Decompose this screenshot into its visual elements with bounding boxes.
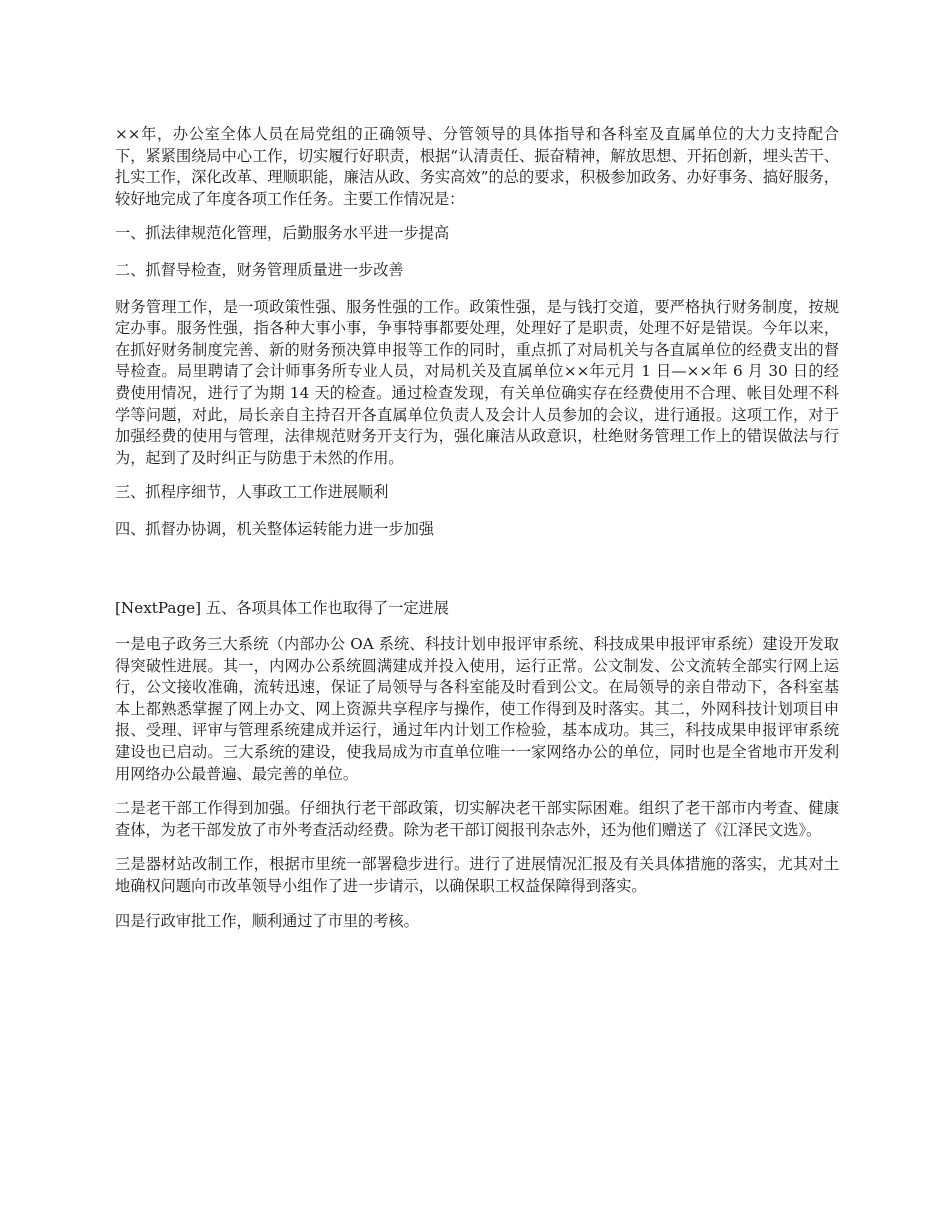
intro-paragraph: ××年，办公室全体人员在局党组的正确领导、分管领导的具体指导和各科室及直属单位的大力支持配合下，紧紧围绕局中心工作，切实履行好职责，根据“认清责任、振奋精神，解放思想、开拓创新，埋头苦干、扎实工作，深化改革、理顺职能，廉洁从政、务实高效”的总的要求，积极参加政务、办好事务、搞好服务，较好地完成了年度各项工作任务。主要工作情况是： — [115, 125, 839, 208]
finance-paragraph: 财务管理工作，是一项政策性强、服务性强的工作。政策性强，是与钱打交道，要严格执行财务制度，按规定办事。服务性强，指各种大事小事，争事特事都要处理，处理好了是职责，处理不好是错误。今年以来，在抓好财务制度完善、新的财务预决算申报等工作的同时，重点抓了对局机关与各直属单位的经费支出的督导检查。局里聘请了会计师事务所专业人员，对局机关及直属单位××年元月 1 日—××年 6 月 30 日的经费使用情况，进行了为期 14 天的检查。通过检查发现，有关单位确实存在经费使用不合理、帐目处理不科学等问题，对此，局长亲自主持召开各直属单位负责人及会计人员参加的会议，进行通报。这项工作，对于加强经费的使用与管理，法律规范财务开支行为，强化廉洁从政意识，杜绝财务管理工作上的错误做法与行为，起到了及时纠正与防患于未然的作用。 — [115, 297, 839, 467]
item-paragraph-4: 四是行政审批工作，顺利通过了市里的考核。 — [115, 911, 419, 930]
section-heading-1: 一、抓法律规范化管理，后勤服务水平进一步提高 — [115, 224, 450, 243]
section-heading-3: 三、抓程序细节，人事政工工作进展顺利 — [115, 483, 389, 502]
item-paragraph-2: 二是老干部工作得到加强。仔细执行老干部政策，切实解决老干部实际困难。组织了老干部市内考查、健康查体，为老干部发放了市外考查活动经费。除为老干部订阅报刊杂志外，还为他们赠送了《江泽民文选》。 — [115, 799, 839, 839]
section-heading-2: 二、抓督导检查，财务管理质量进一步改善 — [115, 260, 404, 279]
section-heading-5: [NextPage] 五、各项具体工作也取得了一定进展 — [115, 598, 449, 617]
section-heading-4: 四、抓督办协调，机关整体运转能力进一步加强 — [115, 519, 434, 538]
item-paragraph-3: 三是器材站改制工作，根据市里统一部署稳步进行。进行了进展情况汇报及有关具体措施的落实，尤其对土地确权问题向市改革领导小组作了进一步请示，以确保职工权益保障得到落实。 — [115, 855, 839, 896]
page-break-gap — [115, 556, 839, 598]
document-body — [115, 124, 839, 945]
item-paragraph-1: 一是电子政务三大系统（内部办公 OA 系统、科技计划申报评审系统、科技成果申报评审系统）建设开发取得突破性进展。其一，内网办公系统圆满建成并投入使用，运行正常。公文制发、公文流转全部实行网上运行，公文接收准确，流转迅速，保证了局领导与各科室能及时看到公文。在局领导的亲自带动下，各科室基本上都熟悉掌握了网上办文、网上资源共享程序与操作，使工作得到及时落实。其二，外网科技计划项目申报、受理、评审与管理系统建成并运行，通过年内计划工作检验，基本成功。其三，科技成果申报评审系统建设也已启动。三大系统的建设，使我局成为市直单位唯一一家网络办公的单位，同时也是全省地市开发利用网络办公最普遍、最完善的单位。 — [115, 635, 839, 783]
